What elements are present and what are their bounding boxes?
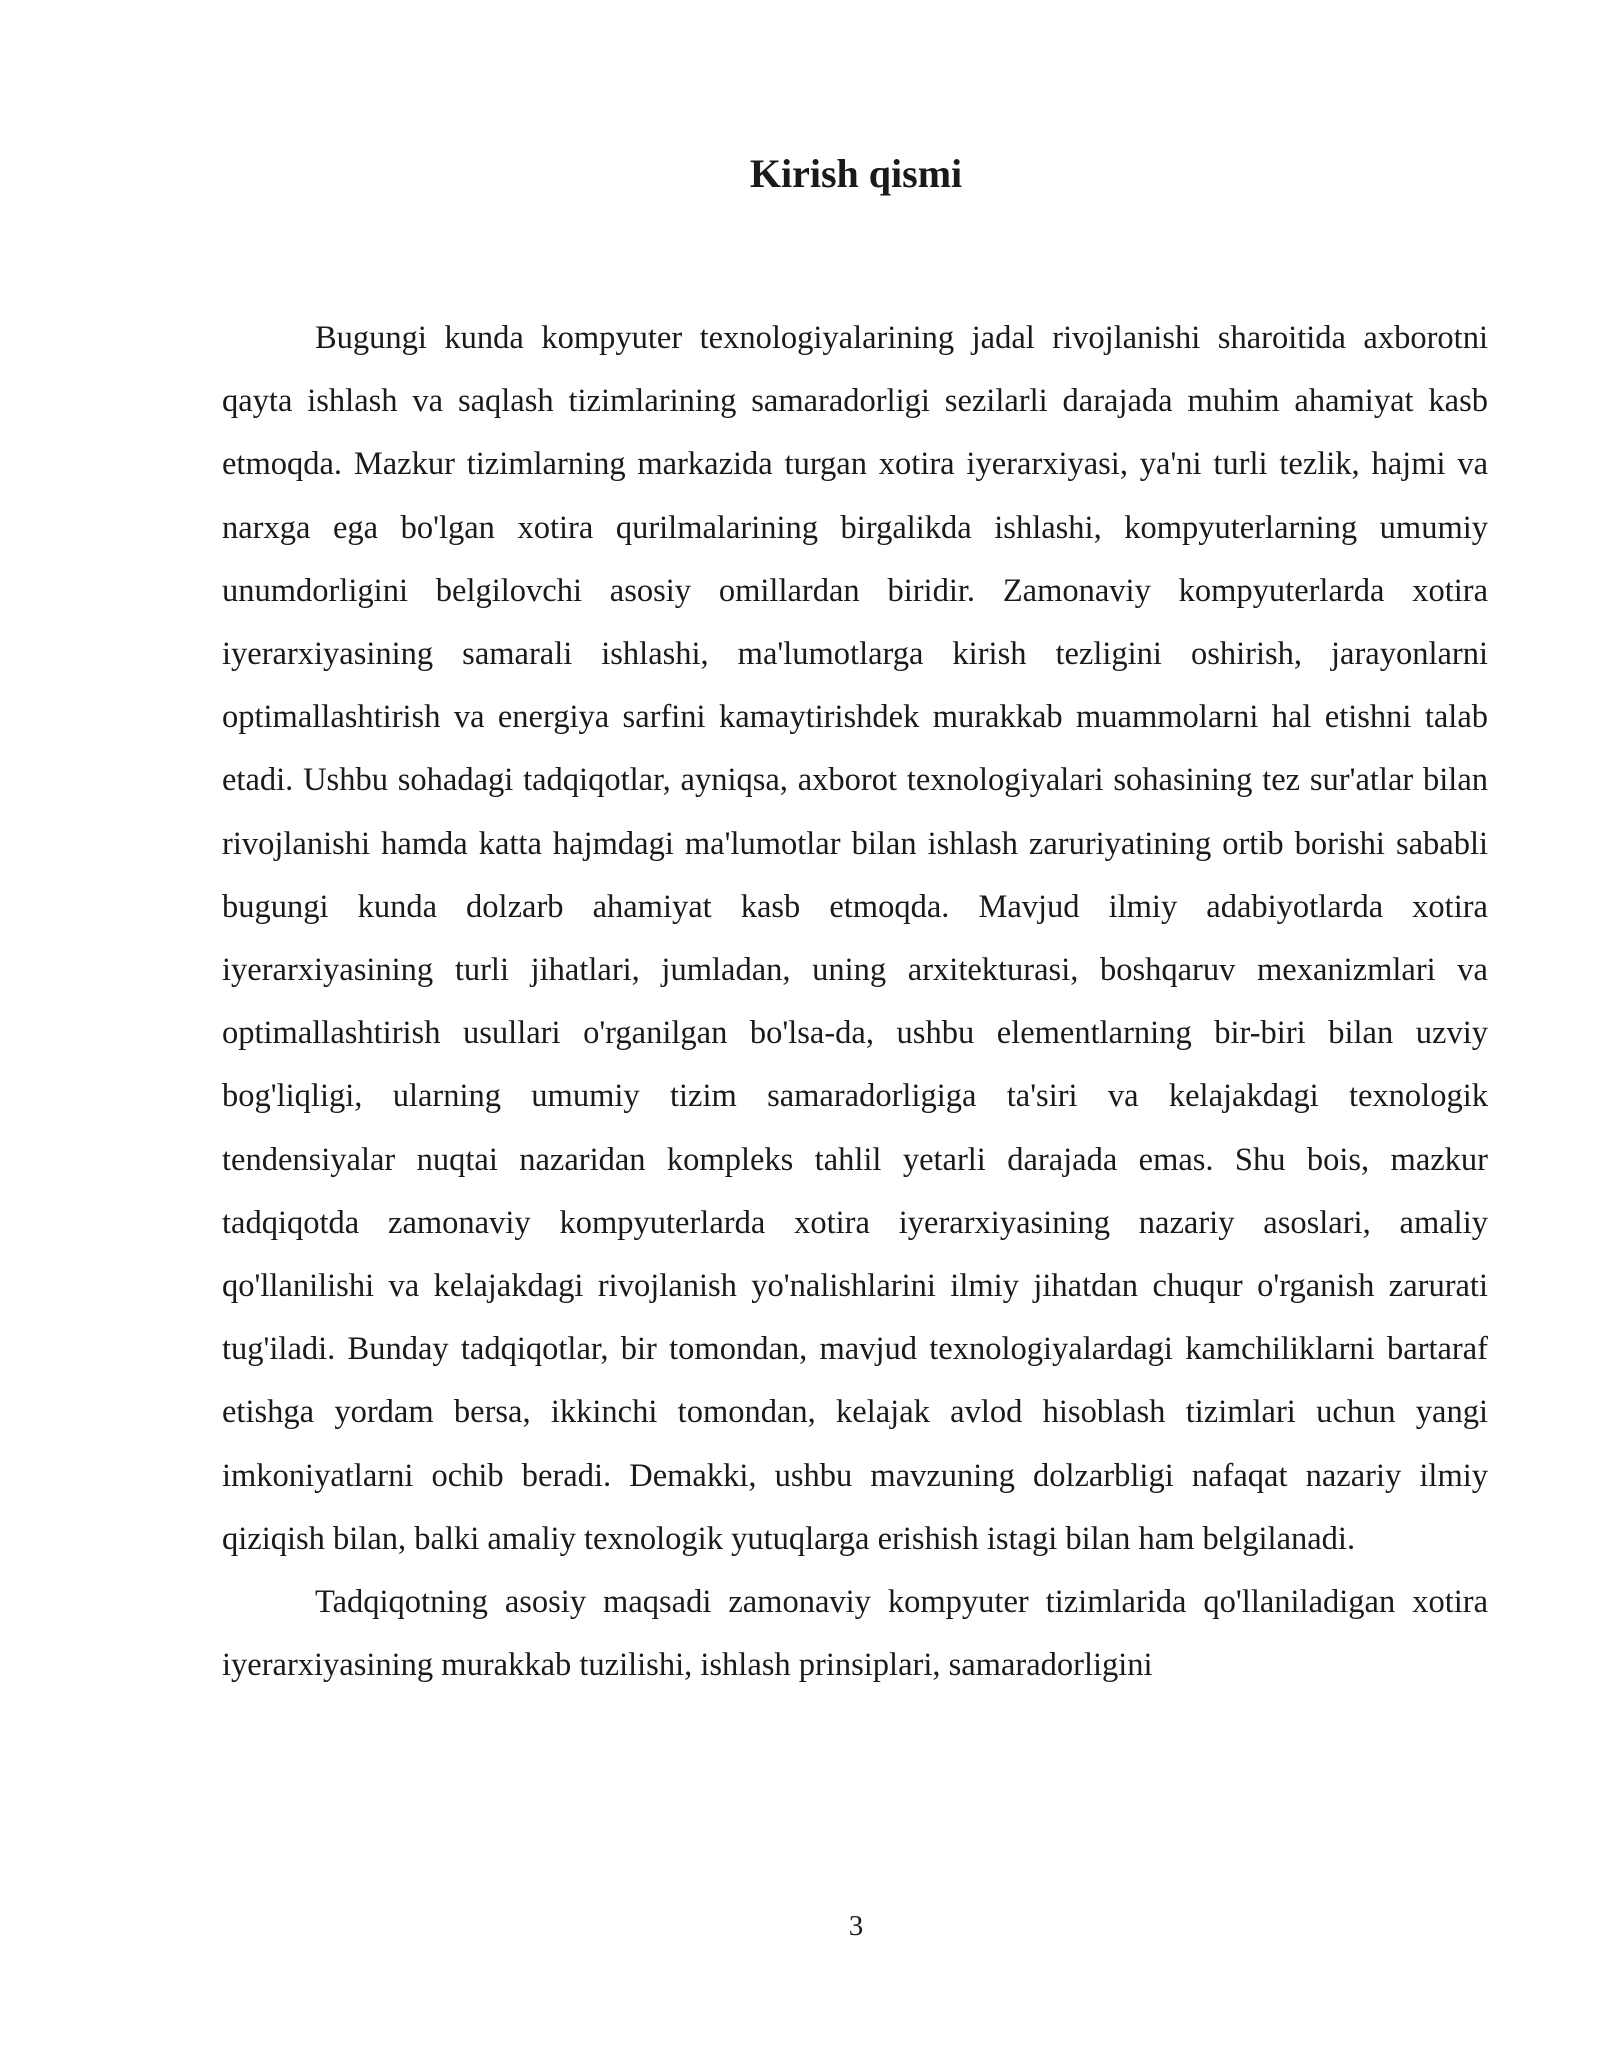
- page-number: 3: [848, 1910, 864, 1942]
- paragraph-2: Tadqiqotning asosiy maqsadi zamonaviy kompyuter tizimlarida qo'llaniladigan xotira iyerarxiyasining murakkab tuzilishi, ishlash prinsiplari, samaradorligini: [222, 1584, 1488, 1684]
- page-title: Kirish qismi: [749, 151, 963, 196]
- body-text: [222, 307, 1488, 1697]
- paragraph-1: Bugungi kunda kompyuter texnologiyalarining jadal rivojlanishi sharoitida axborotni qayta ishlash va saqlash tizimlarining samaradorligi sezilarli darajada muhim ahamiyat kasb etmoqda. Mazkur tizimlarning markazida turgan xotira iyerarxiyasi, ya'ni turli tezlik, hajmi va narxga ega bo'lgan xotira qurilmalarining birgalikda ishlashi, kompyuterlarning umumiy unumdorligini belgilovchi asosiy omillardan biridir. Zamonaviy kompyuterlarda xotira iyerarxiyasining samarali ishlashi, ma'lumotlarga kirish tezligini oshirish, jarayonlarni optimallashtirish va energiya sarfini kamaytirishdek murakkab muammolarni hal etishni talab etadi. Ushbu sohadagi tadqiqotlar, ayniqsa, axborot texnologiyalari sohasining tez sur'atlar bilan rivojlanishi hamda katta hajmdagi ma'lumotlar bilan ishlash zaruriyatining ortib borishi sababli bugungi kunda dolzarb ahamiyat kasb etmoqda. Mavjud ilmiy adabiyotlarda xotira iyerarxiyasining turli jihatlari, jumladan, uning arxitekturasi, boshqaruv mexanizmlari va optimallashtirish usullari o'rganilgan bo'lsa-da, ushbu elementlarning bir-biri bilan uzviy bog'liqligi, ularning umumiy tizim samaradorligiga ta'siri va kelajakdagi texnologik tendensiyalar nuqtai nazaridan kompleks tahlil yetarli darajada emas. Shu bois, mazkur tadqiqotda zamonaviy kompyuterlarda xotira iyerarxiyasining nazariy asoslari, amaliy qo'llanilishi va kelajakdagi rivojlanish yo'nalishlarini ilmiy jihatdan chuqur o'rganish zarurati tug'iladi. Bunday tadqiqotlar, bir tomondan, mavjud texnologiyalardagi kamchiliklarni bartaraf etishga yordam bersa, ikkinchi tomondan, kelajak avlod hisoblash tizimlari uchun yangi imkoniyatlarni ochib beradi. Demakki, ushbu mavzuning dolzarbligi nafaqat nazariy ilmiy qiziqish bilan, balki amaliy texnologik yutuqlarga erishish istagi bilan ham belgilanadi.: [222, 320, 1488, 1557]
